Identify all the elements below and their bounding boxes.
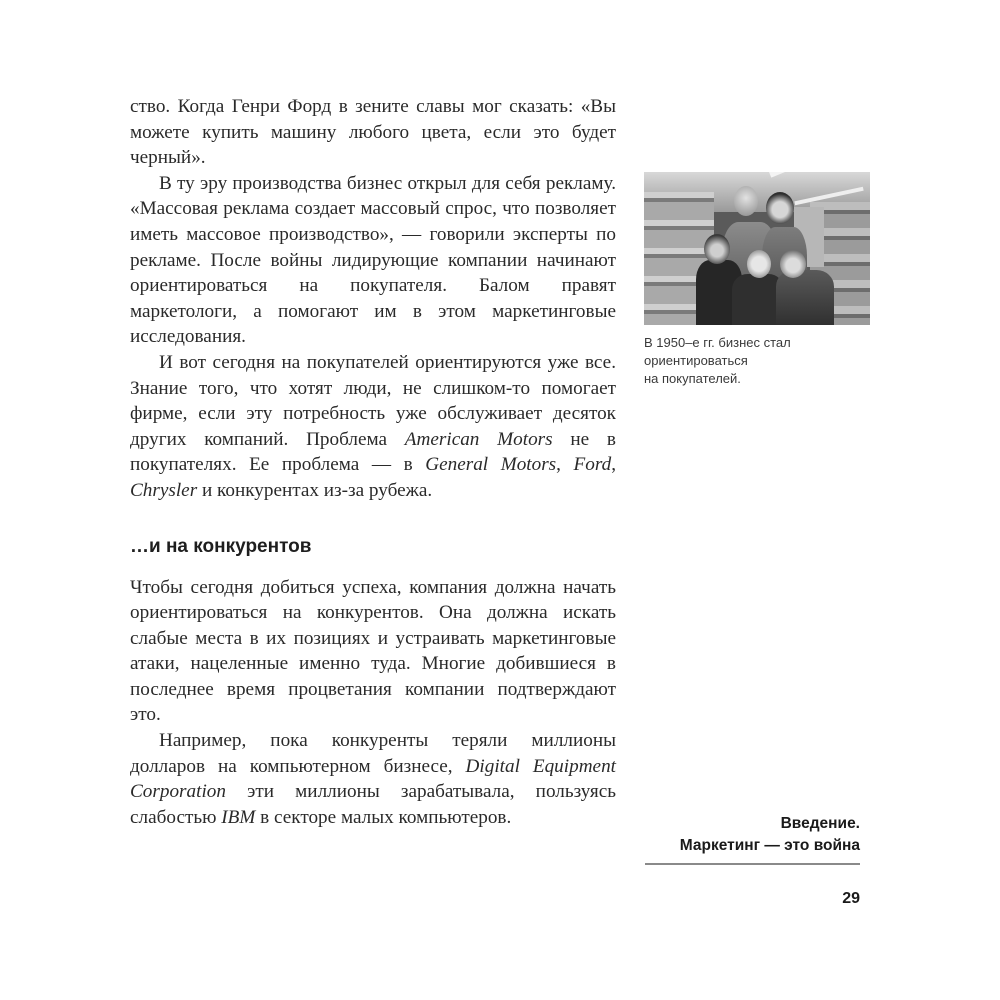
family-supermarket-photo xyxy=(644,172,870,325)
caption-line: ориентироваться xyxy=(644,353,748,368)
caption-line: на покупателей. xyxy=(644,371,741,386)
section-heading: …и на конкурентов xyxy=(130,535,312,557)
photo-person xyxy=(776,270,834,325)
paragraph-4: Чтобы сегодня добиться успеха, компания должна начать ориентироваться на конкурентов. Она должна искать слабые места в их позициях и устраивать маркетинговые атаки, нацеленные именно туда. Многие добившиеся в последнее время процветания компании подтверждают это. xyxy=(130,576,616,726)
text-run: И вот сегодня на покупателей ориентируются уже все. Знание того, что хотят люди, не слишком-то помогает фирме, если эту потребность уже обслуживает десяток других компаний. Проблема xyxy=(130,351,616,450)
text-run: эти миллионы зарабатывала, пользуясь слабостью xyxy=(130,781,616,828)
photo-person-head xyxy=(766,192,794,224)
company-name: Ford xyxy=(573,454,612,476)
running-head xyxy=(680,813,860,857)
company-name: American Motors xyxy=(404,428,553,450)
main-text-column xyxy=(130,94,616,830)
caption-line: В 1950–е гг. бизнес стал xyxy=(644,335,791,350)
text-run: не в покупателях. Ее проблема — в xyxy=(130,428,616,476)
paragraph-2: В ту эру производства бизнес открыл для себя рекламу. «Массовая реклама создает массовый спрос, что позволяет иметь массовое производство», — говорили эксперты по рекламе. После войны лидирующие компании начинают ориентироваться на покупателя. Балом правят маркетологи, а помогают им в этом маркетинговые исследования. xyxy=(130,172,616,348)
text-run: и конкурентах из-за рубежа. xyxy=(197,479,433,501)
page-number: 29 xyxy=(842,890,860,907)
running-head-rule xyxy=(645,863,860,865)
text-run: в секторе малых компьютеров. xyxy=(255,806,512,828)
text-run: , xyxy=(611,454,617,476)
company-name: Digital Equipment Corporation xyxy=(130,755,616,803)
paragraph-3 xyxy=(130,350,616,504)
photo-person-head xyxy=(747,250,771,278)
paragraph-5 xyxy=(130,728,616,830)
company-name: Chrysler xyxy=(130,479,198,501)
text-run: , xyxy=(556,454,574,476)
photo-person-head xyxy=(704,234,730,264)
photo-person-head xyxy=(734,186,758,216)
company-name: IBM xyxy=(221,806,256,828)
running-head-line: Введение. xyxy=(780,815,860,832)
text-run: Например, пока конкуренты теряли миллионы долларов на компьютерном бизнесе, xyxy=(130,730,616,777)
photo-person-head xyxy=(780,250,806,278)
figure-caption xyxy=(644,334,870,388)
figure xyxy=(644,172,870,388)
running-head-line: Маркетинг — это война xyxy=(679,837,860,854)
company-name: General Motors xyxy=(425,454,557,476)
paragraph-1: ство. Когда Генри Форд в зените славы мог сказать: «Вы можете купить машину любого цвета, если это будет черный». xyxy=(130,96,616,169)
